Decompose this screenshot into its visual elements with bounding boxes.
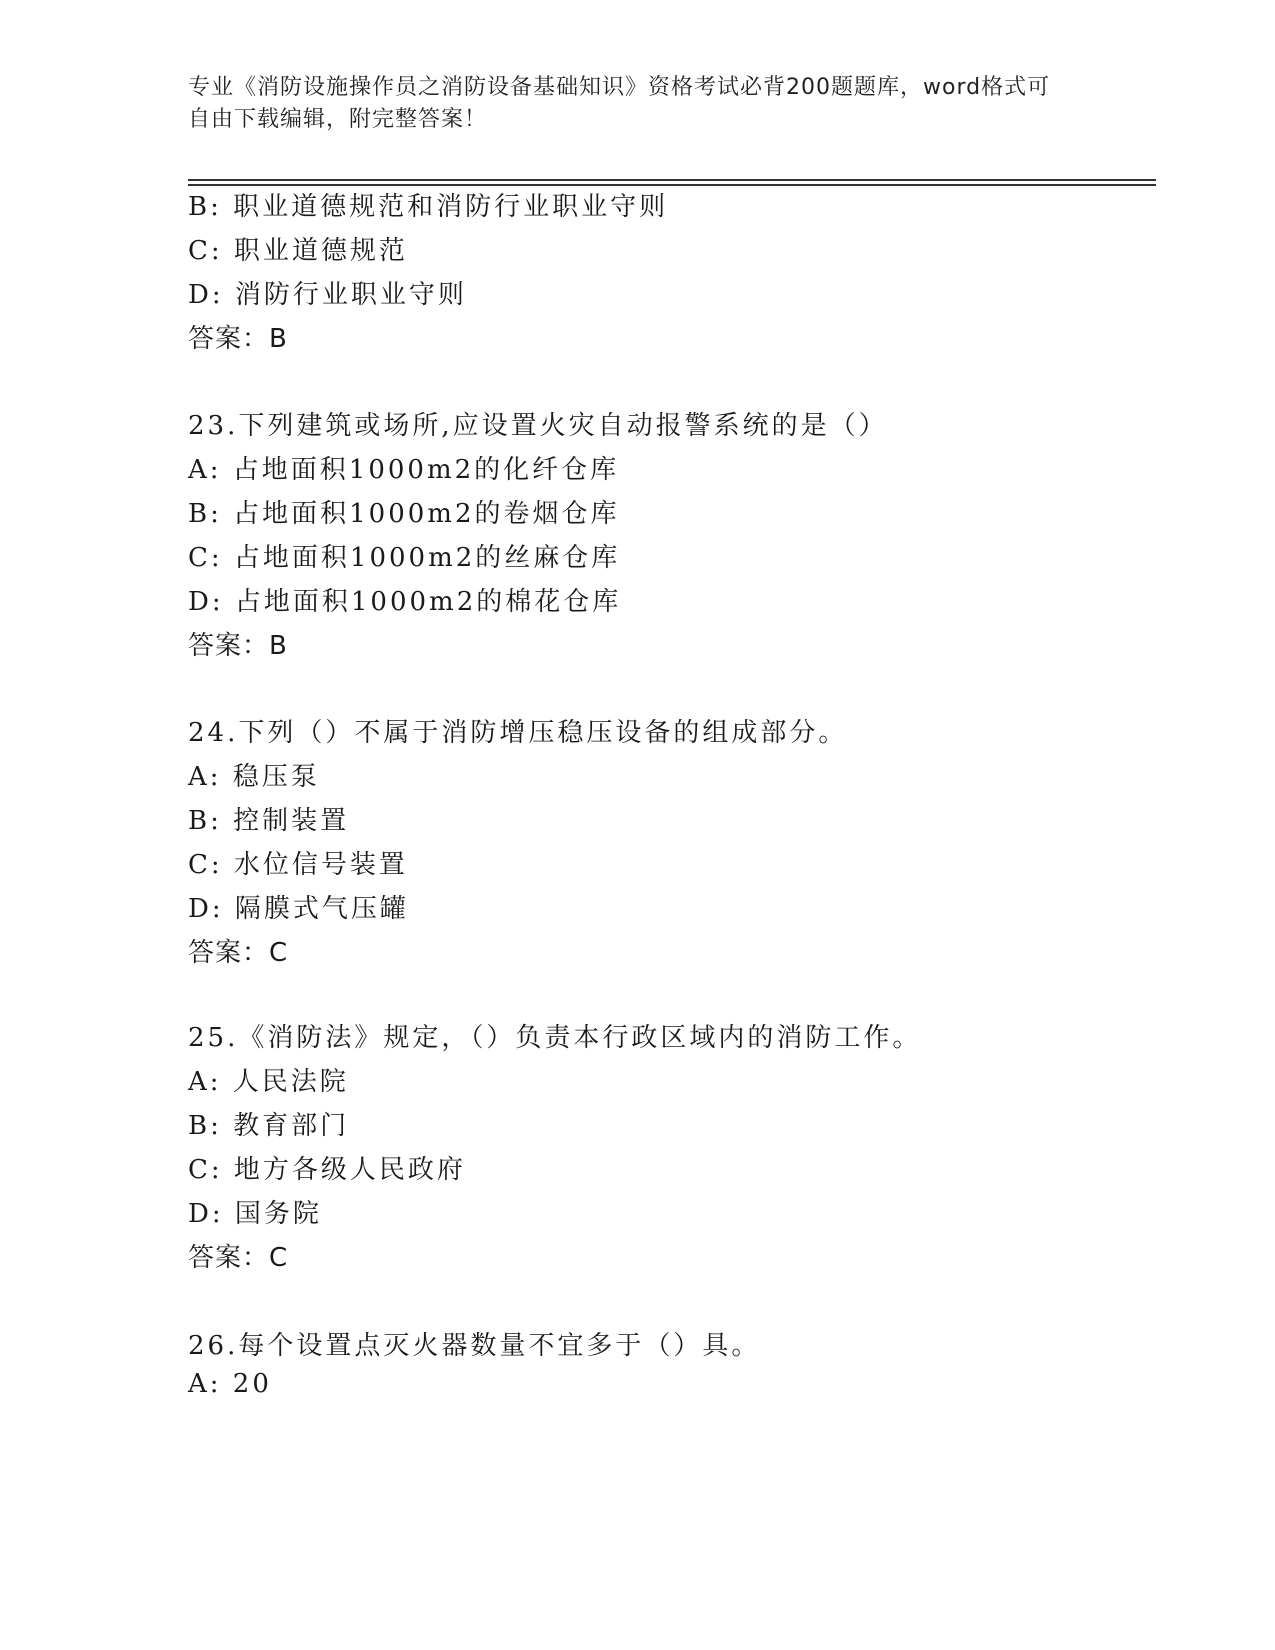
option-c: C: 地方各级人民政府 <box>188 1155 466 1185</box>
option-c: C: 水位信号装置 <box>188 850 408 880</box>
question-stem: 23.下列建筑或场所,应设置火灾自动报警系统的是（） <box>188 411 888 441</box>
option-d: D: 消防行业职业守则 <box>188 280 467 310</box>
option-c: C: 占地面积1000m2的丝麻仓库 <box>188 543 621 573</box>
option-d: D: 隔膜式气压罐 <box>188 894 409 924</box>
option-c: C: 职业道德规范 <box>188 236 408 266</box>
option-d: D: 占地面积1000m2的棉花仓库 <box>188 587 622 617</box>
document-header: 专业《消防设施操作员之消防设备基础知识》资格考试必背200题题库，word格式可自由下载编辑，附完整答案！ <box>188 75 1051 132</box>
option-a: A: 占地面积1000m2的化纤仓库 <box>188 455 620 485</box>
option-b: B: 控制装置 <box>188 806 350 836</box>
answer-line: 答案：C <box>188 938 289 968</box>
option-a: A: 稳压泵 <box>188 762 320 792</box>
option-b: B: 占地面积1000m2的卷烟仓库 <box>188 499 620 529</box>
question-stem: 26.每个设置点灭火器数量不宜多于（）具。 <box>188 1331 761 1361</box>
option-a: A: 人民法院 <box>188 1067 349 1097</box>
answer-line: 答案：B <box>188 631 288 661</box>
header-divider-top <box>188 179 1156 181</box>
option-b: B: 职业道德规范和消防行业职业守则 <box>188 192 669 222</box>
option-a: A: 20 <box>188 1369 272 1399</box>
answer-line: 答案：B <box>188 324 288 354</box>
option-b: B: 教育部门 <box>188 1111 350 1141</box>
answer-line: 答案：C <box>188 1243 289 1273</box>
option-d: D: 国务院 <box>188 1199 322 1229</box>
question-stem: 25.《消防法》规定，（）负责本行政区域内的消防工作。 <box>188 1023 922 1053</box>
question-stem: 24.下列（）不属于消防增压稳压设备的组成部分。 <box>188 718 848 748</box>
